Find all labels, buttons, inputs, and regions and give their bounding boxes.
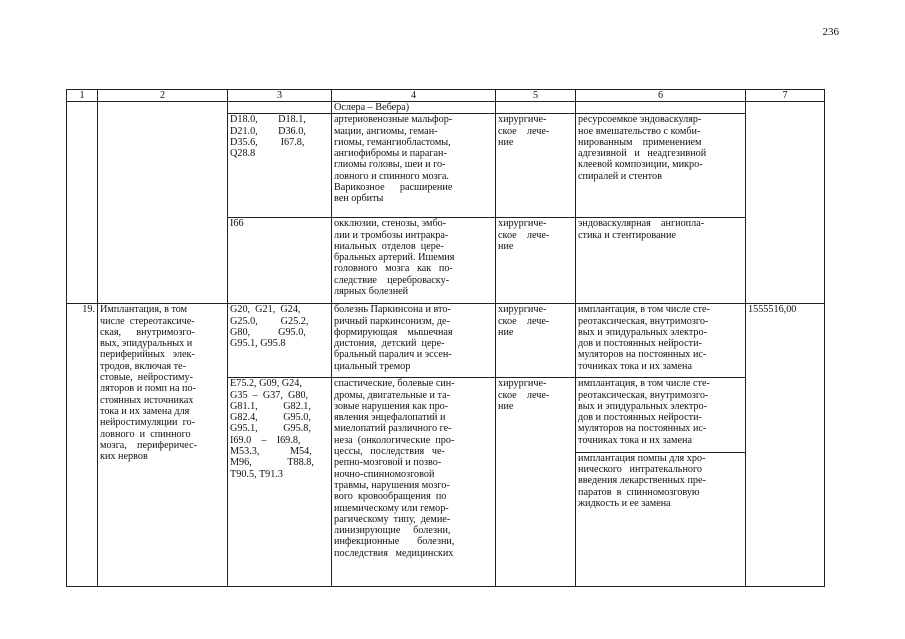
text-line: G95.1, G95.8, — [230, 423, 311, 435]
text-line: зовые нарушения как про- — [334, 400, 449, 412]
cell-name-empty — [98, 102, 228, 304]
text-line: ляторов и помп на по- — [100, 383, 196, 395]
text-line: ангиофибромы и параган- — [334, 148, 447, 160]
text-line: лии и тромбозы интракра- — [334, 229, 449, 241]
text-line: имплантация помпы для хро- — [578, 452, 706, 464]
text-line: следствие цереброваску- — [334, 274, 450, 286]
text-line: ское лече- — [498, 389, 550, 401]
text-line: D21.0, D36.0, — [230, 125, 306, 137]
cell-method — [576, 378, 746, 452]
text-line: Q28.8 — [230, 148, 256, 160]
table-header-row — [67, 90, 825, 102]
cell-disease — [332, 378, 496, 587]
text-line: спиралей и стентов — [578, 170, 662, 182]
text-line: лярных болезней — [334, 286, 409, 298]
cell-method — [576, 452, 746, 587]
text-line: точниках тока и их замена — [578, 360, 692, 372]
text-line: G82.4, G95.0, — [230, 412, 311, 424]
header-col-1: 1 — [67, 90, 98, 102]
header-col-2: 2 — [98, 90, 228, 102]
text-line: последствия медицинских — [334, 547, 454, 559]
text-line: тока и их замена для — [100, 405, 190, 417]
text-line: явления энцефалопатий и — [334, 412, 446, 424]
text-line: клеевой композиции, микро- — [578, 159, 703, 171]
text-line: хирургиче- — [498, 378, 547, 390]
text-line: линизирующие болезни, — [334, 525, 451, 537]
text-line: травмы, нарушения мозго- — [334, 479, 450, 491]
text-line: G80, G95.0, — [230, 326, 306, 338]
text-line: спастические, болевые син- — [334, 378, 455, 390]
text-line: имплантация, в том числе сте- — [578, 304, 710, 316]
text-line: болезнь Паркинсона и вто- — [334, 304, 451, 316]
text-line: мозга, периферичес- — [100, 439, 198, 451]
cell-method — [576, 304, 746, 378]
text-line: вых, эпидуральных и — [100, 338, 193, 350]
header-col-4: 4 — [332, 90, 496, 102]
text-line: дромы, двигательные и та- — [334, 389, 451, 401]
text-line: дистония, детский цере- — [334, 338, 445, 350]
text-line: периферийных элек- — [100, 349, 195, 361]
text-line: дов и постоянных нейрости- — [578, 412, 702, 424]
text-line: T90.5, T91.3 — [230, 468, 284, 480]
text-line: I66 — [230, 218, 244, 230]
text-line: ское лече- — [498, 229, 550, 241]
text-line: глиомы головы, шеи и го- — [334, 159, 446, 171]
text-line: муляторов на постоянных ис- — [578, 349, 707, 361]
page-number: 236 — [822, 26, 839, 38]
header-col-5: 5 — [496, 90, 576, 102]
cell-disease — [332, 304, 496, 378]
text-line: вого кровообращения по — [334, 491, 447, 503]
text-line: мации, ангиомы, геман- — [334, 125, 438, 137]
text-line: ричный паркинсонизм, де- — [334, 315, 450, 327]
text-line: реотаксическая, внутримозго- — [578, 389, 709, 401]
table-row — [67, 102, 825, 114]
text-line: эндоваскулярная ангиопла- — [578, 218, 705, 230]
text-line: головного мозга как по- — [334, 263, 453, 275]
text-line: хирургиче- — [498, 218, 547, 230]
cell-codes — [228, 114, 332, 218]
text-line: нированным применением — [578, 136, 702, 148]
text-line: стоянных источниках — [100, 394, 194, 406]
cell-method-empty — [576, 102, 746, 114]
cell-codes — [228, 304, 332, 378]
text-line: стовые, нейростиму- — [100, 372, 193, 384]
cell-price: 1555516,00 — [746, 304, 825, 587]
text-line: G81.1, G82.1, — [230, 400, 311, 412]
text-line: ночно-спинномозговой — [334, 468, 435, 480]
text-line: гиомы, гемангиобластомы, — [334, 136, 451, 148]
text-line: ишемическому или гемор- — [334, 502, 449, 514]
text-line: M96, T88.8, — [230, 457, 314, 469]
text-line: окклюзии, стенозы, эмбо- — [334, 218, 447, 230]
text-line: ние — [498, 240, 514, 252]
text-line: тродов, включая те- — [100, 360, 186, 372]
text-line: ловного и спинного — [100, 428, 191, 440]
text-line: ное вмешательство с комби- — [578, 125, 701, 137]
text-line: I69.0 – I69.8, — [230, 434, 301, 446]
text-line: рагическому типу, демие- — [334, 513, 451, 525]
text-line: Варикозное расширение — [334, 182, 453, 194]
text-line: миелопатий различного ге- — [334, 423, 452, 435]
text-line: ких нервов — [100, 451, 148, 463]
cell-disease — [332, 114, 496, 218]
cell-method — [576, 114, 746, 218]
text-line: вых и эпидуральных электро- — [578, 326, 707, 338]
text-line: нейростимуляции го- — [100, 417, 196, 429]
cell-number: 19. — [67, 304, 98, 587]
cell-codes-empty — [228, 102, 332, 114]
text-line: ресурсоемкое эндоваскуляр- — [578, 114, 702, 126]
text-line: Имплантация, в том — [100, 304, 188, 316]
text-line: ниальных отделов цере- — [334, 240, 444, 252]
text-line: хирургиче- — [498, 114, 547, 126]
text-line: цессы, последствия че- — [334, 446, 445, 458]
text-line: имплантация, в том числе сте- — [578, 378, 710, 390]
text-line: нического интратекального — [578, 463, 703, 475]
text-line: бральный паралич и эссен- — [334, 349, 452, 361]
cell-price-empty — [746, 102, 825, 304]
cell-treatment — [496, 218, 576, 304]
text-line: артериовенозные мальфор- — [334, 114, 453, 126]
text-line: хирургиче- — [498, 304, 547, 316]
text-line: ние — [498, 400, 514, 412]
text-line: точниках тока и их замена — [578, 434, 692, 446]
cell-method — [576, 218, 746, 304]
text-line: вых и эпидуральных электро- — [578, 400, 707, 412]
text-line: D35.6, I67.8, — [230, 136, 305, 148]
cell-codes — [228, 378, 332, 587]
header-col-3: 3 — [228, 90, 332, 102]
text-line: ловного и спинного мозга. — [334, 170, 449, 182]
text-line: введения лекарственных пре- — [578, 475, 706, 487]
text-line: G25.0, G25.2, — [230, 315, 309, 327]
text-line: жидкость и ее замена — [578, 497, 671, 509]
cell-treatment — [496, 304, 576, 378]
text-line: G20, G21, G24, — [230, 304, 301, 316]
cell-number-empty — [67, 102, 98, 304]
header-col-6: 6 — [576, 90, 746, 102]
text-line: D18.0, D18.1, — [230, 114, 306, 126]
cell-disease — [332, 218, 496, 304]
text-line: бральных артерий. Ишемия — [334, 252, 455, 264]
text-line: паратов в спинномозговую — [578, 486, 700, 498]
cell-treatment — [496, 378, 576, 587]
medical-care-table — [66, 89, 825, 587]
cell-name — [98, 304, 228, 587]
text-line: вен орбиты — [334, 193, 384, 205]
text-line: дов и постоянных нейрости- — [578, 338, 702, 350]
text-line: муляторов на постоянных ис- — [578, 423, 707, 435]
cell-treatment-empty — [496, 102, 576, 114]
text-line: ская, внутримозго- — [100, 326, 195, 338]
text-line: G95.1, G95.8 — [230, 338, 286, 350]
text-line: ское лече- — [498, 315, 550, 327]
text-line: ние — [498, 326, 514, 338]
text-line: неза (онкологические про- — [334, 434, 455, 446]
text-line: репно-мозговой и позво- — [334, 457, 442, 469]
text-line: ское лече- — [498, 125, 550, 137]
cell-codes — [228, 218, 332, 304]
text-line: инфекционные болезни, — [334, 536, 455, 548]
text-line: E75.2, G09, G24, — [230, 378, 302, 390]
header-col-7: 7 — [746, 90, 825, 102]
text-line: M53.3, M54, — [230, 446, 312, 458]
text-line: числе стереотаксиче- — [100, 315, 195, 327]
text-line: циальный тремор — [334, 360, 411, 372]
text-line: стика и стентирование — [578, 229, 676, 241]
text-line: G35 – G37, G80, — [230, 389, 309, 401]
text-line: ние — [498, 136, 514, 148]
cell-disease-continued: Ослера – Вебера) — [332, 102, 496, 114]
text-line: реотаксическая, внутримозго- — [578, 315, 709, 327]
text-line: формирующая мышечная — [334, 326, 453, 338]
cell-treatment — [496, 114, 576, 218]
text-line: адгезивной и неадгезивной — [578, 148, 707, 160]
table-row — [67, 304, 825, 378]
